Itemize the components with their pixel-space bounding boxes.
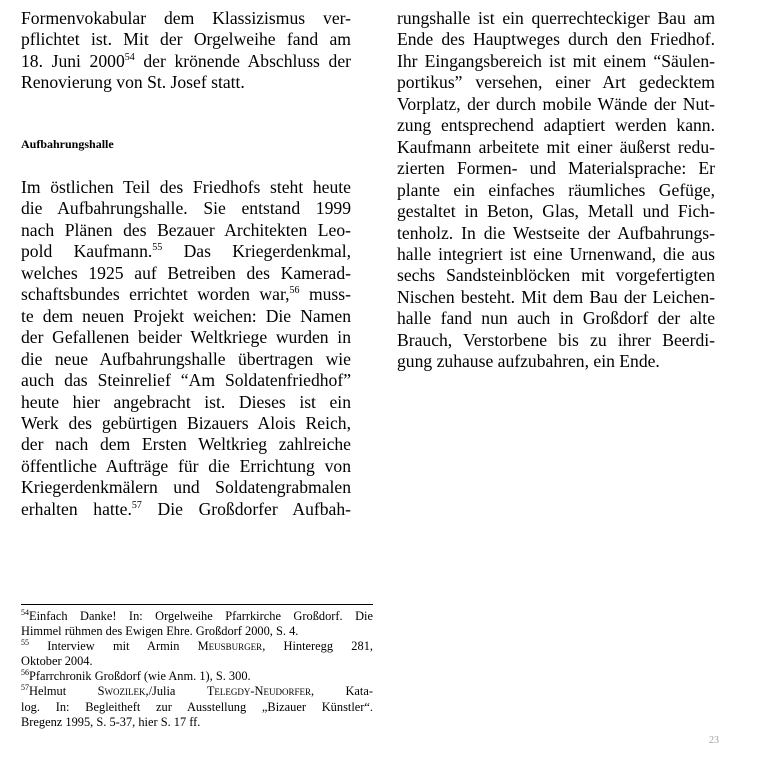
left-body-line: heute hier angebracht ist. Dieses ist ein <box>21 391 351 412</box>
right-col-line: portikus” versehen, einer Art gedecktem <box>397 72 715 93</box>
footnote-54: $^{54}$Einfach Danke! In: Orgelweihe Pfarrkirche Großdorf. Die <box>21 608 373 623</box>
footnote-55-cont: Oktober 2004. <box>21 654 93 669</box>
footnotes <box>21 609 373 730</box>
section-heading: Aufbahrungshalle <box>21 137 114 151</box>
left-body-line: te dem neuen Projekt weichen: Die Namen <box>21 305 351 326</box>
right-col-line: halle integriert ist eine Urnenwand, die aus <box>397 243 715 264</box>
footnote-57-cont: log. In: Begleitheft zur Ausstellung „Bizauer Künstler“. <box>21 699 373 714</box>
left-body-line: der Gefallenen beider Weltkriege wurden in <box>21 327 351 348</box>
page-number: 23 <box>709 735 719 746</box>
left-body-line: schaftsbundes errichtet worden war,$^{56}$ muss- <box>21 284 351 305</box>
right-col-line: halle fand nun auch in Großdorf der alte <box>397 308 715 329</box>
left-body-line: Werk des gebürtigen Bizauers Alois Reich, <box>21 412 351 433</box>
right-col-line: Kaufmann arbeitete mit einer äußerst redu- <box>397 136 715 157</box>
footnote-ref: 55 <box>152 242 163 254</box>
left-top-line: Renovierung von St. Josef statt. <box>21 72 245 93</box>
footnote-57: $^{57}$Helmut Swozilek,/Julia Telegdy-Neudorfer, Kata- <box>21 683 373 699</box>
left-column-top <box>21 8 351 94</box>
right-col-line: gestaltet in Beton, Glas, Metall und Fich- <box>397 201 715 222</box>
left-body-line: nach Plänen des Bezauer Architekten Leo- <box>21 219 351 240</box>
right-col-line: Brauch, Verstorbene bis zu ihrer Beerdi- <box>397 329 715 350</box>
footnote-ref: 54 <box>124 51 135 63</box>
left-body-line: die Aufbahrungshalle. Sie entstand 1999 <box>21 198 351 219</box>
left-body-line: öffentliche Aufträge für die Errichtung von <box>21 455 351 476</box>
right-col-line: rungshalle ist ein querrechteckiger Bau am <box>397 8 715 28</box>
right-column <box>397 8 715 373</box>
left-body-line: Im östlichen Teil des Friedhofs steht heute <box>21 177 351 197</box>
left-top-line: 18. Juni 2000$^{54}$ der krönende Abschluss der <box>21 50 351 71</box>
right-col-line: Ende des Hauptweges durch den Friedhof. <box>397 29 715 50</box>
left-body-line: pold Kaufmann.$^{55}$ Das Kriegerdenkmal, <box>21 241 351 262</box>
right-col-line: sechs Sandsteinblöcken mit vorgefertigten <box>397 265 715 286</box>
footnote-ref: 56 <box>289 285 300 297</box>
right-col-line: plante ein einfaches räumliches Gefüge, <box>397 179 715 200</box>
footnote-56: $^{56}$Pfarrchronik Großdorf (wie Anm. 1), S. 300. <box>21 668 251 684</box>
left-top-line: pflichtet ist. Mit der Orgelweihe fand am <box>21 29 351 50</box>
right-col-line: tenholz. In die Westseite der Aufbahrungs- <box>397 222 715 243</box>
right-col-line: zung entsprechend adaptiert werden kann. <box>397 115 715 136</box>
left-top-line: Formenvokabular dem Klassizismus ver- <box>21 8 351 28</box>
footnote-separator <box>21 604 373 605</box>
footnote-ref: 57 <box>131 499 142 511</box>
left-column-body <box>21 177 351 520</box>
footnote-54-cont: Himmel rühmen des Ewigen Ehre. Großdorf 2000, S. 4. <box>21 624 299 639</box>
left-body-line: der nach dem Ersten Weltkrieg zahlreiche <box>21 434 351 455</box>
left-body-line: welches 1925 auf Betreiben des Kamerad- <box>21 262 351 283</box>
right-col-line: Nischen besteht. Mit dem Bau der Leichen- <box>397 286 715 307</box>
right-col-line: gung zuhause aufzubahren, ein Ende. <box>397 351 660 372</box>
left-body-line: auch das Steinrelief “Am Soldatenfriedhof” <box>21 370 351 391</box>
left-body-line: die neue Aufbahrungshalle übertragen wie <box>21 348 351 369</box>
left-body-line: Kriegerdenkmälern und Soldatengrabmalen <box>21 477 351 498</box>
footnote-55: $^{55}$ Interview mit Armin Meusburger, Hinteregg 281, <box>21 638 373 654</box>
left-body-line: erhalten hatte.$^{57}$ Die Großdorfer Aufbah- <box>21 498 351 519</box>
right-col-line: Ihr Eingangsbereich ist mit einem “Säulen- <box>397 50 715 71</box>
right-col-line: Vorplatz, der durch mobile Wände der Nut- <box>397 93 715 114</box>
footnote-57-cont2: Bregenz 1995, S. 5-37, hier S. 17 ff. <box>21 714 201 729</box>
right-col-line: zierten Formen- und Materialsprache: Er <box>397 158 715 179</box>
